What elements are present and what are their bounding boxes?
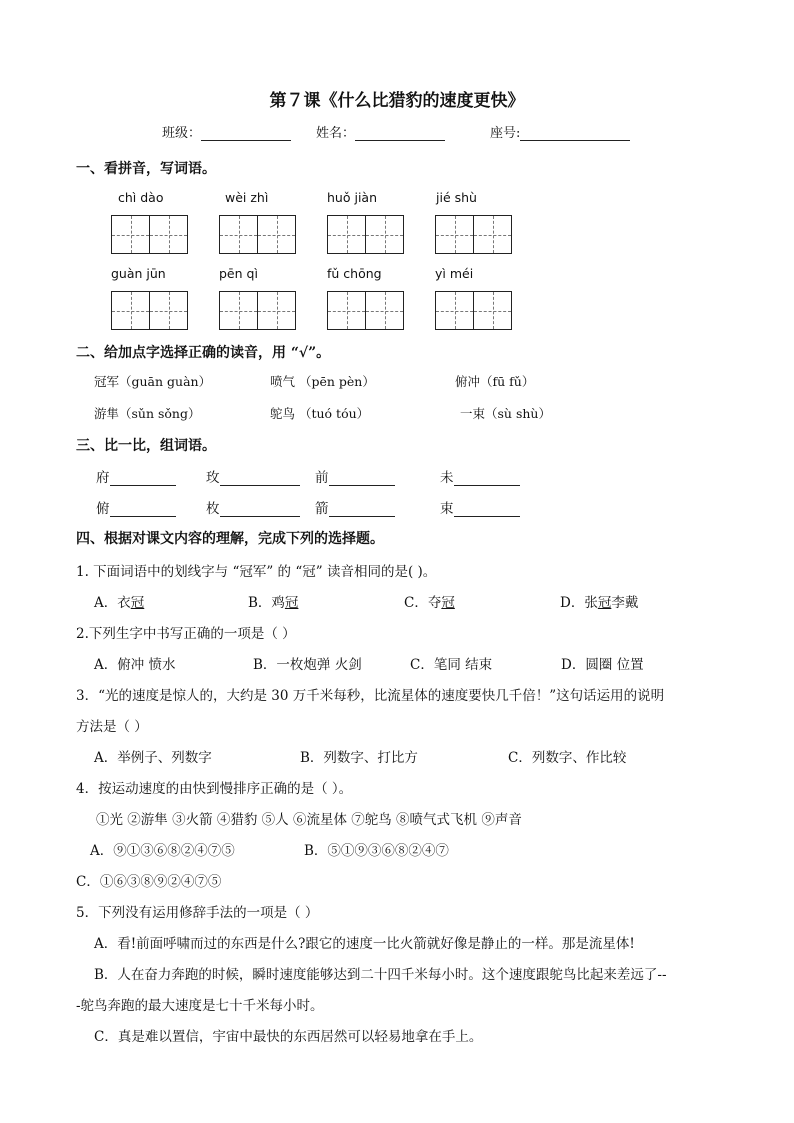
compare-word-1: 府 <box>96 466 176 486</box>
page-title: 第７课《什么比猎豹的速度更快》 <box>269 91 525 111</box>
compare-word-4: 未 <box>440 466 520 486</box>
pinyin-6: pēn qì <box>219 266 258 281</box>
q4-option-b[interactable]: B．⑤①⑨③⑥⑧②④⑦ <box>304 843 449 859</box>
reading-item-3[interactable]: 俯冲（fū fǔ） <box>455 374 535 389</box>
writing-grid-4[interactable] <box>435 215 512 254</box>
writing-grid-1[interactable] <box>111 215 188 254</box>
q2-option-a[interactable]: A．俯冲 愤水 <box>94 657 176 673</box>
q3-stem-line1: 3．“光的速度是惊人的，大约是 30 万千米每秒，比流星体的速度要快几千倍！”这句话运用的说明 <box>76 688 665 704</box>
q2-option-b[interactable]: B．一枚炮弹 火剑 <box>253 657 362 673</box>
compare-word-3: 前 <box>315 466 395 486</box>
compare-blank-4[interactable] <box>454 471 520 486</box>
compare-blank-2[interactable] <box>220 471 300 486</box>
writing-grid-3[interactable] <box>327 215 404 254</box>
compare-blank-8[interactable] <box>454 502 520 517</box>
reading-item-1[interactable]: 冠军（guān guàn） <box>94 374 212 389</box>
compare-word-8: 束 <box>440 497 520 517</box>
q3-option-a[interactable]: A．举例子、列数字 <box>94 750 212 766</box>
compare-blank-5[interactable] <box>110 502 176 517</box>
section-3-heading: 三、比一比，组词语。 <box>76 438 216 454</box>
compare-word-7: 箭 <box>315 497 395 517</box>
compare-blank-1[interactable] <box>110 471 176 486</box>
pinyin-7: fǔ chōng <box>327 266 382 281</box>
compare-blank-7[interactable] <box>329 502 395 517</box>
section-1-heading: 一、看拼音，写词语。 <box>76 161 216 177</box>
seat-field <box>490 122 630 141</box>
compare-word-6: 枚 <box>206 497 300 517</box>
compare-blank-6[interactable] <box>220 502 300 517</box>
name-label: 姓名： <box>316 126 356 141</box>
pinyin-3: huǒ jiàn <box>327 190 377 205</box>
writing-grid-6[interactable] <box>219 291 296 330</box>
q5-stem: 5．下列没有运用修辞手法的一项是（ ） <box>76 905 319 921</box>
compare-word-2: 玫 <box>206 466 300 486</box>
seat-label: 座号: <box>490 126 521 141</box>
pinyin-4: jié shù <box>436 190 477 205</box>
pinyin-2: wèi zhì <box>225 190 269 205</box>
seat-blank[interactable] <box>520 126 630 141</box>
writing-grid-2[interactable] <box>219 215 296 254</box>
compare-blank-3[interactable] <box>329 471 395 486</box>
writing-grid-7[interactable] <box>327 291 404 330</box>
q3-stem-line2: 方法是（ ） <box>76 719 148 735</box>
q1-option-c[interactable]: C．夺冠 <box>404 595 455 611</box>
q5-option-c[interactable]: C．真是难以置信，宇宙中最快的东西居然可以轻易地拿在手上。 <box>94 1029 483 1045</box>
writing-grid-8[interactable] <box>435 291 512 330</box>
q4-option-c[interactable]: C．①⑥③⑧⑨②④⑦⑤ <box>76 874 222 890</box>
q1-option-b[interactable]: B．鸡冠 <box>248 595 299 611</box>
class-label: 班级： <box>162 126 202 141</box>
q1-option-d[interactable]: D．张冠李戴 <box>560 595 639 611</box>
writing-grid-5[interactable] <box>111 291 188 330</box>
q3-option-b[interactable]: B．列数字、打比方 <box>300 750 418 766</box>
reading-item-2[interactable]: 喷气 （pēn pèn） <box>270 374 375 389</box>
q3-option-c[interactable]: C．列数字、作比较 <box>508 750 627 766</box>
q1-stem: 1. 下面词语中的划线字与 “冠军” 的 “冠” 读音相同的是( )。 <box>76 564 437 580</box>
section-4-heading: 四、根据对课文内容的理解，完成下列的选择题。 <box>76 531 384 547</box>
section-2-heading: 二、给加点字选择正确的读音，用 “√”。 <box>76 345 331 361</box>
q2-option-c[interactable]: C．笔同 结束 <box>410 657 493 673</box>
class-field <box>162 122 291 141</box>
q5-option-b-line1[interactable]: B．人在奋力奔跑的时候，瞬时速度能够达到二十四千米每小时。这个速度跟鸵鸟比起来差远了-- <box>94 967 667 983</box>
q4-item-list: ①光 ②游隼 ③火箭 ④猎豹 ⑤人 ⑥流星体 ⑦鸵鸟 ⑧喷气式飞机 ⑨声音 <box>96 812 522 828</box>
compare-word-5: 俯 <box>96 497 176 517</box>
reading-item-4[interactable]: 游隼（sǔn sǒng） <box>94 406 201 421</box>
class-blank[interactable] <box>201 126 291 141</box>
pinyin-5: guàn jūn <box>111 266 166 281</box>
q2-stem: 2.下列生字中书写正确的一项是（ ） <box>76 626 296 642</box>
reading-item-6[interactable]: 一束（sù shù） <box>460 406 551 421</box>
q5-option-b-line2[interactable]: -鸵鸟奔跑的最大速度是七十千米每小时。 <box>76 998 324 1014</box>
reading-item-5[interactable]: 鸵鸟 （tuó tóu） <box>270 406 370 421</box>
name-field <box>316 122 445 141</box>
q5-option-a[interactable]: A．看!前面呼啸而过的东西是什么?跟它的速度一比火箭就好像是静止的一样。那是流星体! <box>94 936 635 952</box>
q4-option-a[interactable]: A．⑨①③⑥⑧②④⑦⑤ <box>90 843 235 859</box>
q4-stem: 4．按运动速度的由快到慢排序正确的是（ ）。 <box>76 781 353 797</box>
pinyin-8: yì méi <box>435 266 474 281</box>
q1-option-a[interactable]: A．衣冠 <box>94 595 145 611</box>
pinyin-1: chì dào <box>118 190 164 205</box>
name-blank[interactable] <box>355 126 445 141</box>
q2-option-d[interactable]: D．圆圈 位置 <box>561 657 644 673</box>
